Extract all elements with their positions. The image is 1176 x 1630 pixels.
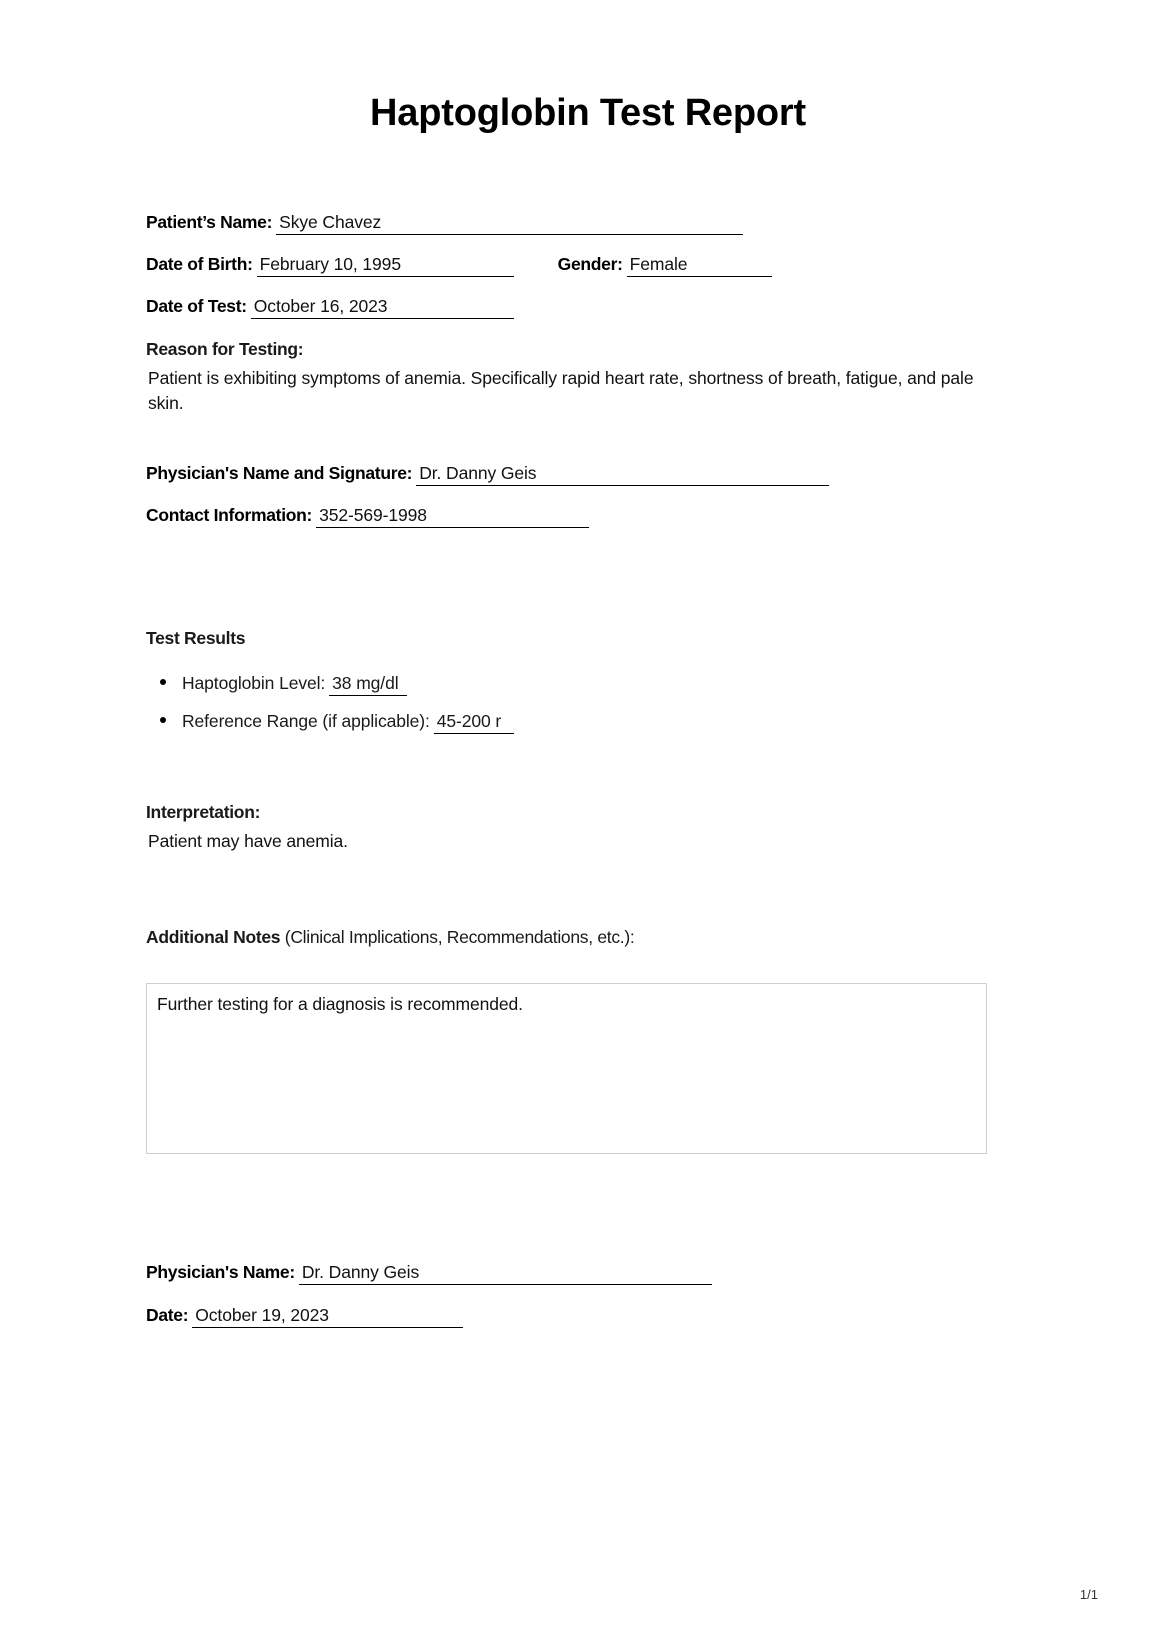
- list-item: [146, 673, 514, 696]
- signature-date-label: Date:: [146, 1305, 189, 1325]
- test-results-heading: Test Results: [146, 628, 246, 648]
- field-signature-date: [146, 1305, 463, 1328]
- reference-range-value[interactable]: 45-200 r: [434, 711, 514, 734]
- test-results-list: [146, 673, 514, 749]
- gender-label: Gender:: [557, 254, 623, 274]
- reason-for-testing-text[interactable]: Patient is exhibiting symptoms of anemia. Specifically rapid heart rate, shortness of breath, fatigue, and pale skin.: [148, 368, 974, 413]
- physician-signature-value[interactable]: Dr. Danny Geis: [416, 463, 829, 486]
- additional-notes-heading-detail: (Clinical Implications, Recommendations, etc.):: [284, 927, 635, 947]
- field-date-of-birth: [146, 254, 772, 277]
- list-item: [146, 711, 514, 734]
- additional-notes-textbox[interactable]: [146, 983, 987, 1154]
- signature-physician-name-value[interactable]: Dr. Danny Geis: [299, 1262, 712, 1285]
- patient-name-value[interactable]: Skye Chavez: [276, 212, 743, 235]
- field-patient-name: [146, 212, 743, 235]
- additional-notes-heading-bold: Additional Notes: [146, 927, 281, 947]
- page-title: Haptoglobin Test Report: [370, 92, 806, 134]
- haptoglobin-level-value[interactable]: 38 mg/dl: [329, 673, 407, 696]
- field-contact-information: [146, 505, 589, 528]
- additional-notes-heading: [146, 927, 634, 948]
- physician-signature-label: Physician's Name and Signature:: [146, 463, 413, 483]
- contact-information-label: Contact Information:: [146, 505, 313, 525]
- field-signature-physician-name: [146, 1262, 712, 1285]
- date-of-test-label: Date of Test:: [146, 296, 247, 316]
- page-number: 1/1: [1079, 1587, 1098, 1602]
- signature-physician-name-label: Physician's Name:: [146, 1262, 295, 1282]
- date-of-test-value[interactable]: October 16, 2023: [251, 296, 514, 319]
- field-physician-signature: [146, 463, 829, 486]
- bullet-icon: [160, 679, 166, 685]
- field-date-of-test: [146, 296, 514, 319]
- reason-for-testing-heading: Reason for Testing:: [146, 339, 304, 359]
- haptoglobin-level-label: Haptoglobin Level:: [182, 673, 326, 693]
- interpretation-text[interactable]: Patient may have anemia.: [148, 831, 348, 851]
- gender-value[interactable]: Female: [627, 254, 772, 277]
- date-of-birth-value[interactable]: February 10, 1995: [257, 254, 514, 277]
- signature-date-value[interactable]: October 19, 2023: [192, 1305, 463, 1328]
- interpretation-heading: Interpretation:: [146, 802, 261, 822]
- patient-name-label: Patient’s Name:: [146, 212, 273, 232]
- bullet-icon: [160, 717, 166, 723]
- additional-notes-text[interactable]: Further testing for a diagnosis is recommended.: [157, 994, 523, 1014]
- contact-information-value[interactable]: 352-569-1998: [316, 505, 589, 528]
- date-of-birth-label: Date of Birth:: [146, 254, 253, 274]
- reference-range-label: Reference Range (if applicable):: [182, 711, 430, 731]
